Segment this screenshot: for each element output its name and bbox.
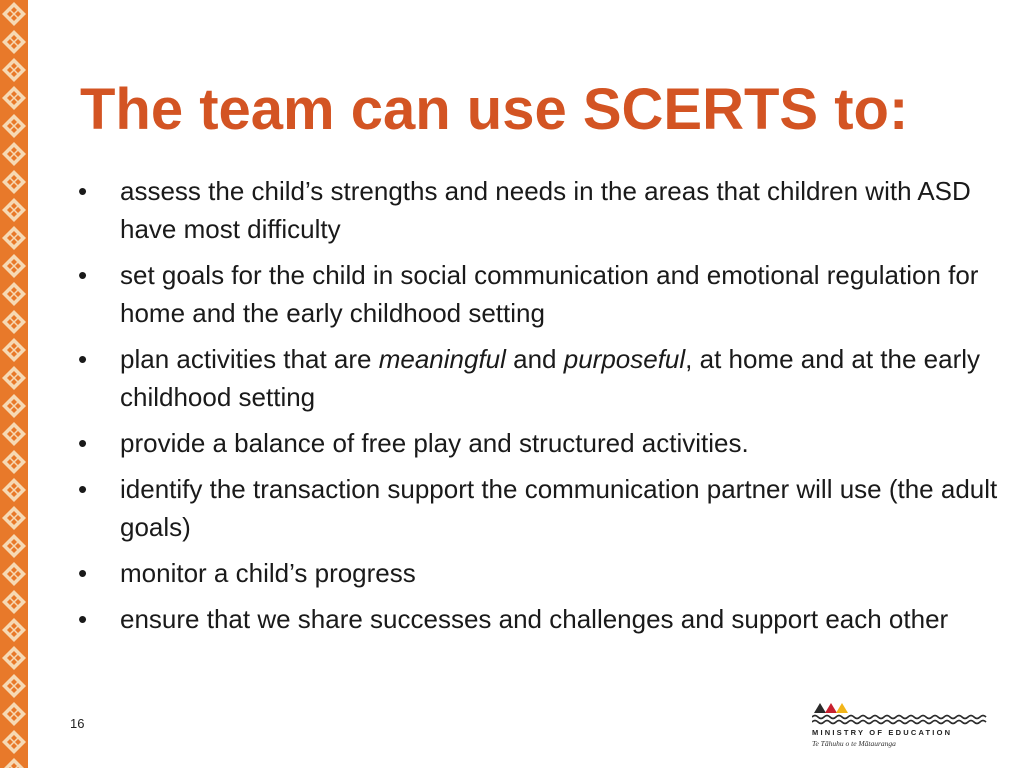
mountains-and-waves-icon (812, 700, 992, 728)
bullet-text: plan activities that are (120, 344, 379, 374)
bullet-text: ensure that we share successes and challenges and support each other (120, 604, 949, 634)
page-number: 16 (70, 716, 85, 731)
bullet-text: set goals for the child in social communication and emotional regulation for home and the early childhood setting (120, 260, 979, 328)
bullet-text: , at home and at the early childhood setting (120, 344, 981, 412)
logo-tagline: Te Tāhuhu o te Mātauranga (812, 739, 896, 748)
bullet-item (78, 340, 998, 416)
bullet-marker: • (78, 604, 88, 634)
logo-name: MINISTRY OF EDUCATION (812, 728, 953, 737)
bullet-text: assess the child’s strengths and needs in the areas that children with ASD have most difficulty (120, 176, 971, 244)
decorative-border-pattern (0, 0, 28, 768)
bullet-text: provide a balance of free play and structured activities. (120, 428, 749, 458)
bullet-marker: • (78, 558, 88, 588)
bullet-marker: • (78, 428, 88, 458)
slide-title: The team can use SCERTS to: (80, 77, 909, 142)
bullet-text: and (505, 344, 564, 374)
bullet-item (78, 172, 998, 248)
ministry-of-education-logo (812, 700, 992, 752)
bullet-list (78, 172, 998, 646)
bullet-marker: • (78, 474, 88, 504)
bullet-text: meaningful (378, 344, 506, 374)
bullet-item (78, 554, 998, 592)
bullet-text: purposeful (563, 344, 686, 374)
bullet-item (78, 470, 998, 546)
bullet-item (78, 600, 998, 638)
bullet-marker: • (78, 260, 88, 290)
bullet-marker: • (78, 344, 88, 374)
bullet-text: monitor a child’s progress (120, 558, 416, 588)
bullet-item (78, 256, 998, 332)
bullet-item (78, 424, 998, 462)
bullet-marker: • (78, 176, 88, 206)
bullet-text: identify the transaction support the communication partner will use (the adult goals) (120, 474, 998, 542)
